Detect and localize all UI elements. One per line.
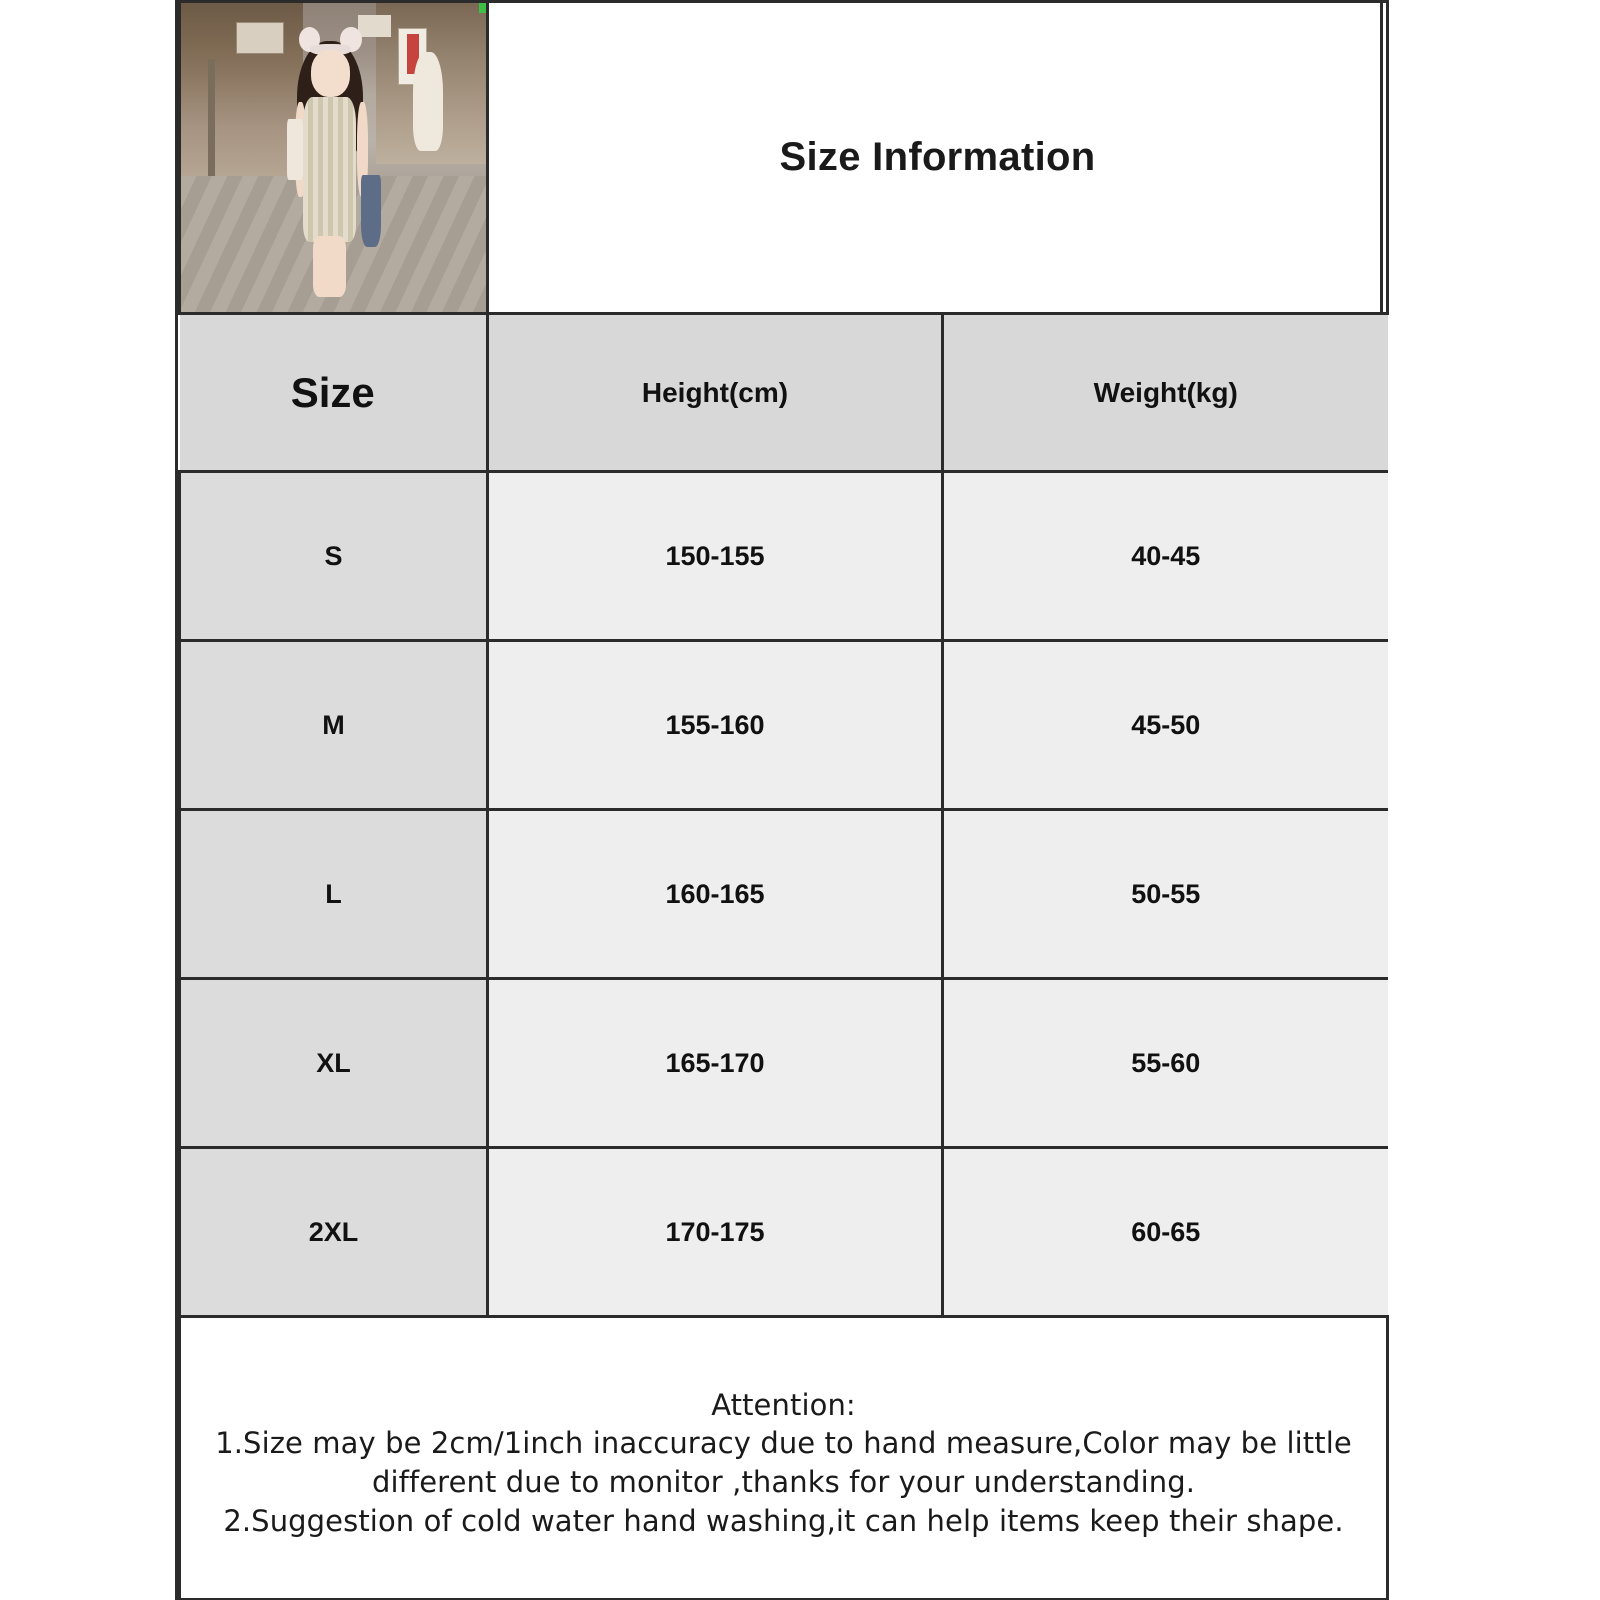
photo-model-legs: [313, 236, 346, 297]
cell-weight-xl: 55-60: [943, 979, 1388, 1148]
product-photo-cell: [180, 2, 488, 314]
attention-line-2: different due to monitor ,thanks for your understanding.: [371, 1465, 1196, 1499]
photo-shop-sign-a: [236, 22, 284, 55]
photo-model-face: [311, 50, 349, 97]
table-row: [180, 810, 1388, 979]
attention-block: [180, 1317, 1388, 1600]
cell-weight-l: 50-55: [943, 810, 1388, 979]
model-wearing-dress-photo: [181, 3, 486, 312]
column-header-weight: Weight(kg): [943, 314, 1388, 472]
photo-model-dress: [303, 97, 356, 242]
cell-weight-m: 45-50: [943, 641, 1388, 810]
column-header-height: Height(cm): [488, 314, 943, 472]
cell-height-xl: 165-170: [488, 979, 943, 1148]
table-row: [180, 472, 1388, 641]
photo-corner-marker: [479, 3, 487, 13]
photo-model-denim-item: [361, 175, 381, 247]
size-chart-container: [175, 0, 1383, 1600]
cell-height-m: 155-160: [488, 641, 943, 810]
photo-model-figure: [285, 25, 377, 303]
attention-row: [180, 1317, 1388, 1600]
photo-street-pole: [208, 59, 215, 183]
cell-weight-2xl: 60-65: [943, 1148, 1388, 1317]
cell-weight-s: 40-45: [943, 472, 1388, 641]
table-row: [180, 979, 1388, 1148]
page-title: Size Information: [488, 2, 1388, 314]
column-header-size: Size: [180, 314, 488, 472]
table-row: [180, 641, 1388, 810]
photo-background-person: [413, 52, 444, 151]
cell-height-l: 160-165: [488, 810, 943, 979]
attention-line-1: 1.Size may be 2cm/1inch inaccuracy due to hand measure,Color may be little: [215, 1426, 1352, 1461]
attention-heading: Attention:: [711, 1387, 856, 1422]
cell-size-l: L: [180, 810, 488, 979]
table-column-header-row: [180, 314, 1388, 472]
table-row: [180, 1148, 1388, 1317]
cell-size-xl: XL: [180, 979, 488, 1148]
cell-size-2xl: 2XL: [180, 1148, 488, 1317]
photo-model-handbag: [287, 119, 303, 180]
size-information-table: [178, 0, 1389, 1600]
attention-line-3: 2.Suggestion of cold water hand washing,it can help items keep their shape.: [223, 1503, 1344, 1538]
cell-size-s: S: [180, 472, 488, 641]
cell-size-m: M: [180, 641, 488, 810]
cell-height-2xl: 170-175: [488, 1148, 943, 1317]
table-header-top-row: [180, 2, 1388, 314]
cell-height-s: 150-155: [488, 472, 943, 641]
